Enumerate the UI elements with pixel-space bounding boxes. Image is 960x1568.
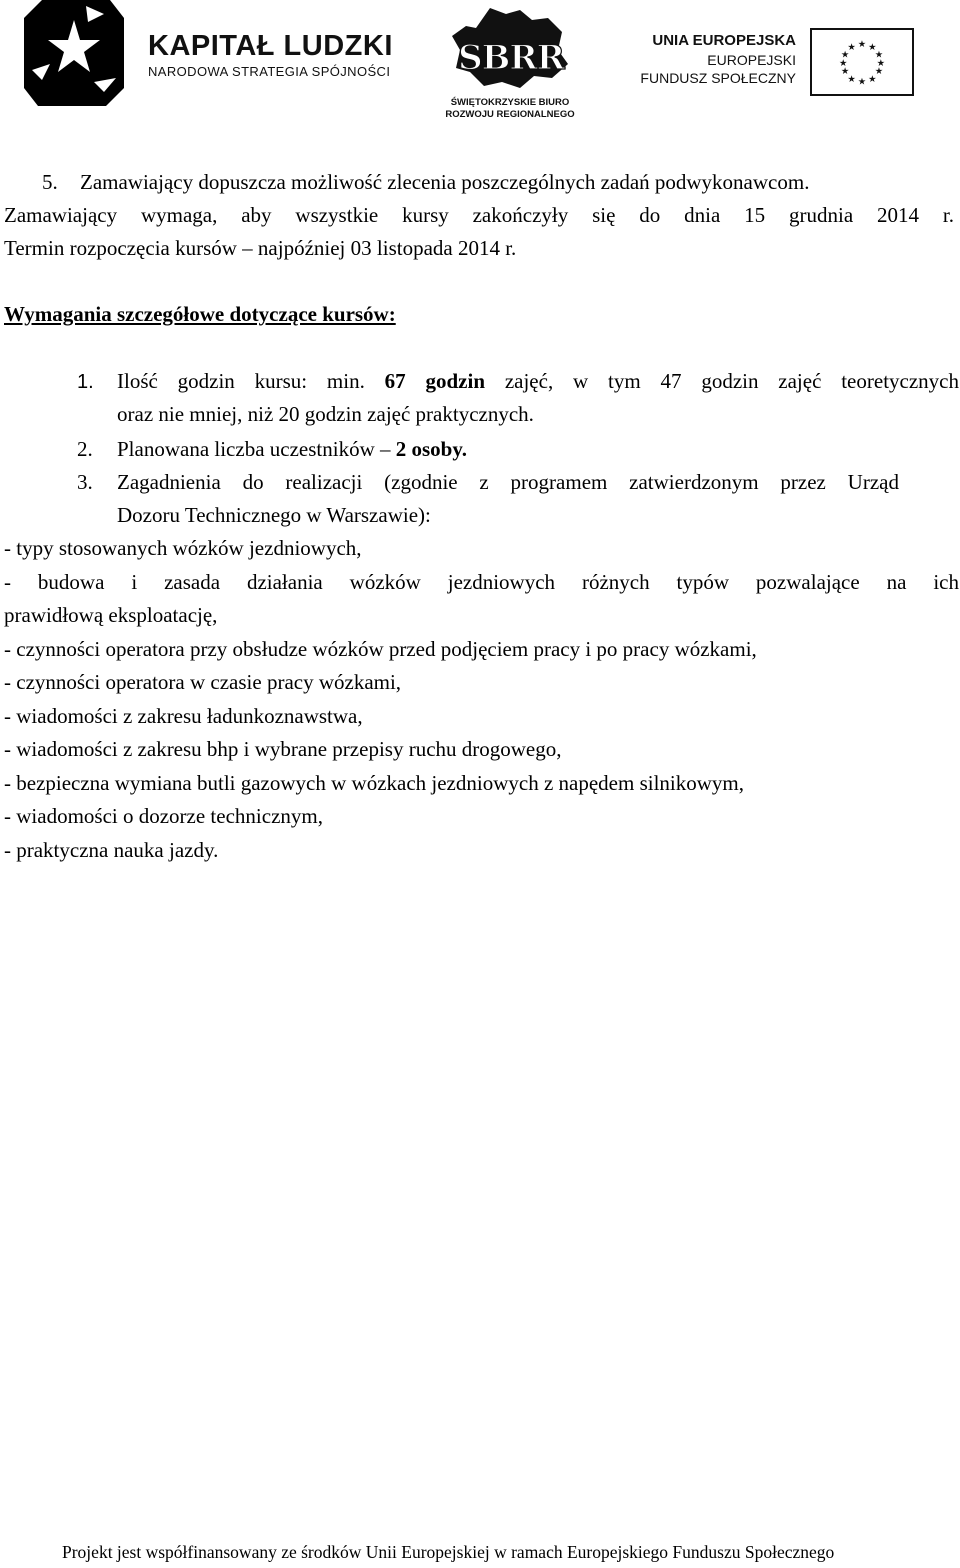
item-2-text: Planowana liczba uczestników – bbox=[117, 437, 396, 461]
item-2-number: 2. bbox=[77, 437, 93, 461]
kapital-ludzki-logo bbox=[24, 0, 393, 106]
section-5-line2: Zamawiający wymaga, aby wszystkie kursy zakończyły się do dnia 15 grudnia 2014 r. bbox=[4, 203, 954, 227]
svg-text:★: ★ bbox=[876, 57, 886, 69]
item-3-number: 3. bbox=[77, 470, 93, 494]
topic-item: - wiadomości o dozorze technicznym, bbox=[4, 804, 323, 828]
topic-item: - czynności operatora w czasie pracy wózkami, bbox=[4, 670, 402, 694]
svg-text:★: ★ bbox=[868, 41, 877, 53]
topic-item: - typy stosowanych wózków jezdniowych, bbox=[4, 536, 362, 560]
item-1-text-post: zajęć, w tym 47 godzin zajęć teoretycznych bbox=[485, 369, 959, 393]
kapital-ludzki-title: KAPITAŁ LUDZKI bbox=[148, 30, 393, 62]
section-5-line1: Zamawiający dopuszcza możliwość zlecenia poszczególnych zadań podwykonawcom. bbox=[80, 170, 810, 194]
page-footer: Projekt jest współfinansowany ze środków Unii Europejskiej w ramach Europejskiego Funduszu Społecznego bbox=[62, 1542, 835, 1562]
topic-item-continuation: prawidłową eksploatację, bbox=[4, 603, 218, 627]
topic-item: - wiadomości z zakresu bhp i wybrane przepisy ruchu drogowego, bbox=[4, 737, 562, 761]
item-1-text-pre: Ilość godzin kursu: min. bbox=[117, 369, 385, 393]
topic-item: - bezpieczna wymiana butli gazowych w wózkach jezdniowych z napędem silnikowym, bbox=[4, 771, 744, 795]
fund-name-line1: EUROPEJSKI bbox=[707, 52, 796, 68]
svg-text:★: ★ bbox=[840, 66, 850, 78]
svg-text:★: ★ bbox=[847, 73, 856, 85]
eu-name: UNIA EUROPEJSKA bbox=[652, 32, 796, 49]
svg-text:★: ★ bbox=[838, 57, 848, 69]
item-1-number: 1. bbox=[77, 371, 94, 393]
topic-item: - wiadomości z zakresu ładunkoznawstwa, bbox=[4, 704, 363, 728]
svg-text:★: ★ bbox=[840, 49, 850, 61]
requirements-heading: Wymagania szczegółowe dotyczące kursów: bbox=[4, 302, 396, 326]
topic-item: - budowa i zasada działania wózków jezdniowych różnych typów pozwalające na ich bbox=[4, 570, 959, 594]
svg-text:★: ★ bbox=[857, 76, 867, 88]
svg-text:★: ★ bbox=[847, 41, 856, 53]
item-3-line1: Zagadnienia do realizacji (zgodnie z programem zatwierdzonym przez Urząd bbox=[117, 470, 899, 494]
sbrr-acronym: SBRR bbox=[458, 38, 564, 78]
kapital-ludzki-subtitle: NARODOWA STRATEGIA SPÓJNOŚCI bbox=[148, 64, 391, 79]
fund-name-line2: FUNDUSZ SPOŁECZNY bbox=[640, 70, 796, 86]
topic-item: - czynności operatora przy obsłudze wózków przed podjęciem pracy i po pracy wózkami, bbox=[4, 637, 757, 661]
kapital-ludzki-star-icon bbox=[24, 0, 124, 106]
eu-flag-icon bbox=[810, 28, 914, 96]
item-2-line bbox=[117, 436, 467, 462]
section-5-line3: Termin rozpoczęcia kursów – najpóźniej 03 listopada 2014 r. bbox=[4, 236, 517, 260]
item-2-participants: 2 osoby. bbox=[395, 437, 467, 461]
topic-item: - praktyczna nauka jazdy. bbox=[4, 838, 219, 862]
item-1-hours: 67 godzin bbox=[384, 369, 486, 393]
svg-text:★: ★ bbox=[868, 73, 877, 85]
sbrr-name-line2: ROZWOJU REGIONALNEGO bbox=[445, 109, 575, 120]
item-3-line2: Dozoru Technicznego w Warszawie): bbox=[117, 503, 431, 527]
svg-text:★: ★ bbox=[874, 49, 884, 61]
eu-fund-logo bbox=[640, 28, 920, 98]
item-1-line1 bbox=[117, 368, 959, 394]
svg-text:★: ★ bbox=[857, 38, 867, 50]
sbrr-name-line1: ŚWIĘTOKRZYSKIE BIURO bbox=[450, 97, 570, 108]
sbrr-logo bbox=[440, 6, 580, 118]
item-1-line2: oraz nie mniej, niż 20 godzin zajęć praktycznych. bbox=[117, 402, 534, 426]
section-5-number: 5. bbox=[42, 170, 58, 194]
svg-text:★: ★ bbox=[874, 66, 884, 78]
